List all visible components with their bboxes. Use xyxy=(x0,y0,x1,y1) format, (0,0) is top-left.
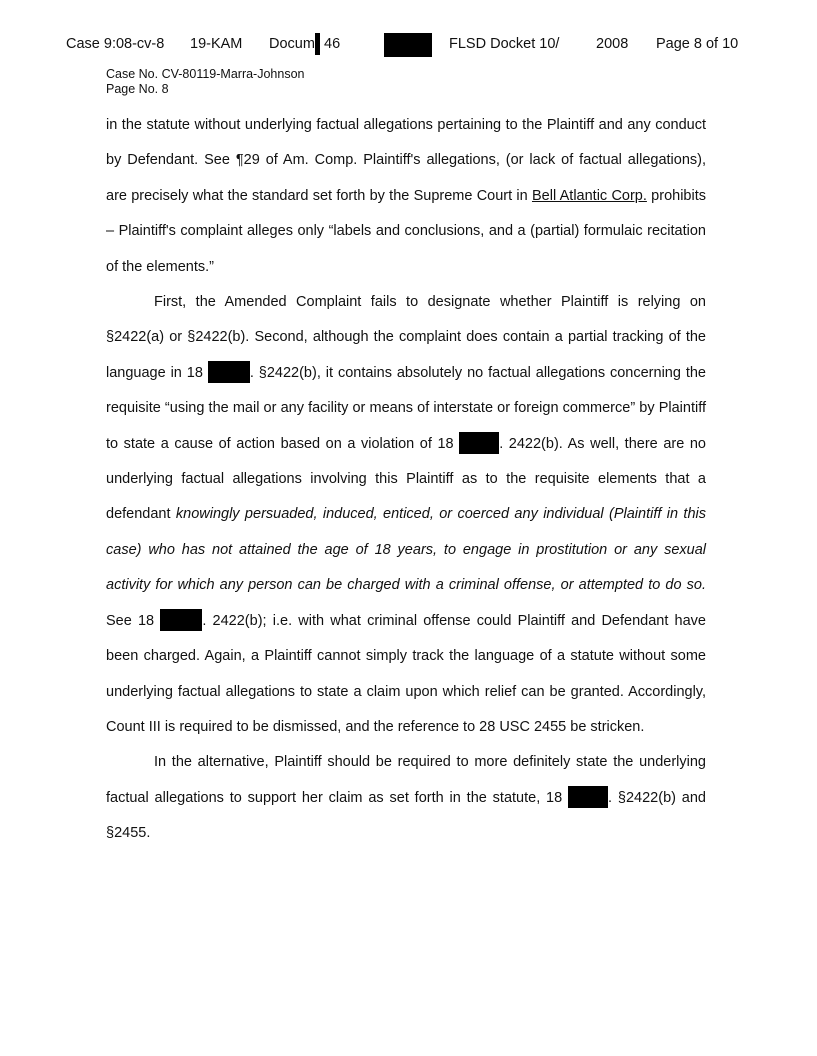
header-document-label: Docum xyxy=(269,36,315,52)
paragraph-2 xyxy=(106,285,706,745)
case-citation: Bell Atlantic Corp. xyxy=(531,187,647,204)
paragraph-2-text-a: First, the Amended Complaint fails to designate whether Plaintiff is relying on §2422(a) or §2422(b). Second, although the complaint does contain a partial tracking of the language in 18 xyxy=(106,294,706,381)
header-document-number: 46 xyxy=(324,36,341,52)
redaction-bar xyxy=(160,609,202,631)
header-case-number: Case 9:08-cv-8 xyxy=(66,36,165,52)
redaction-bar xyxy=(315,33,320,55)
paragraph-1-text-b: prohibits – Plaintiff's complaint alleges only “labels and conclusions, and a (partial) formulaic recitation of the elements.” xyxy=(106,187,706,275)
header-docket: FLSD Docket 10/ xyxy=(449,36,560,52)
paragraph-3-text-b: . §2422(b) and §2455. xyxy=(106,789,706,842)
redaction-bar xyxy=(208,361,250,383)
header-date-year: 2008 xyxy=(596,36,629,52)
paragraph-1-text-a: in the statute without underlying factual allegations pertaining to the Plaintiff and any conduct by Defendant. See ¶29 of Am. Comp. Plaintiff's allegations, (or lack of factual allegations), are precisely what the standard set forth by the Supreme Court in xyxy=(106,117,706,204)
paragraph-2-text-b: . §2422(b), it contains absolutely no factual allegations concerning the requisite “using the mail or any facility or means of interstate or foreign commerce” by Plaintiff to state a cause of action based on a violation of 18 xyxy=(106,364,707,452)
caption-case-number: Case No. CV-80119-Marra-Johnson xyxy=(106,67,305,81)
paragraph-3 xyxy=(106,745,706,851)
paragraph-1 xyxy=(106,108,706,285)
header-page-count: Page 8 of 10 xyxy=(656,36,739,52)
paragraph-2-text-c: . 2422(b). As well, there are no underlying factual allegations involving this Plaintiff as to the requisite elements that a defendant xyxy=(106,435,706,523)
case-caption xyxy=(106,67,304,97)
caption-page-number: Page No. 8 xyxy=(106,82,169,96)
redaction-bar xyxy=(568,786,608,808)
paragraph-2-text-d: See 18 xyxy=(106,612,161,629)
redaction-bar xyxy=(384,33,432,57)
paragraph-2-text-e: . 2422(b); i.e. with what criminal offense could Plaintiff and Defendant have been charged. Again, a Plaintiff cannot simply track the language of a statute without some underlying factual allegations to state a claim upon which relief can be granted. Accordingly, Count III is required to be dismissed, and the reference to 28 USC 2455 be stricken. xyxy=(106,612,706,735)
paragraph-3-text-a: In the alternative, Plaintiff should be required to more definitely state the underlying factual allegations to support her claim as set forth in the statute, 18 xyxy=(106,754,706,806)
body-text xyxy=(106,108,706,852)
redaction-bar xyxy=(459,432,499,454)
header-case-suffix: 19-KAM xyxy=(190,36,243,52)
statute-quotation: knowingly persuaded, induced, enticed, or coerced any individual (Plaintiff in this case) who has not attained the age of 18 years, to engage in prostitution or any sexual activity for which any person can be charged with a criminal offense, or attempted to do so. xyxy=(106,506,706,594)
filing-header xyxy=(66,36,756,58)
